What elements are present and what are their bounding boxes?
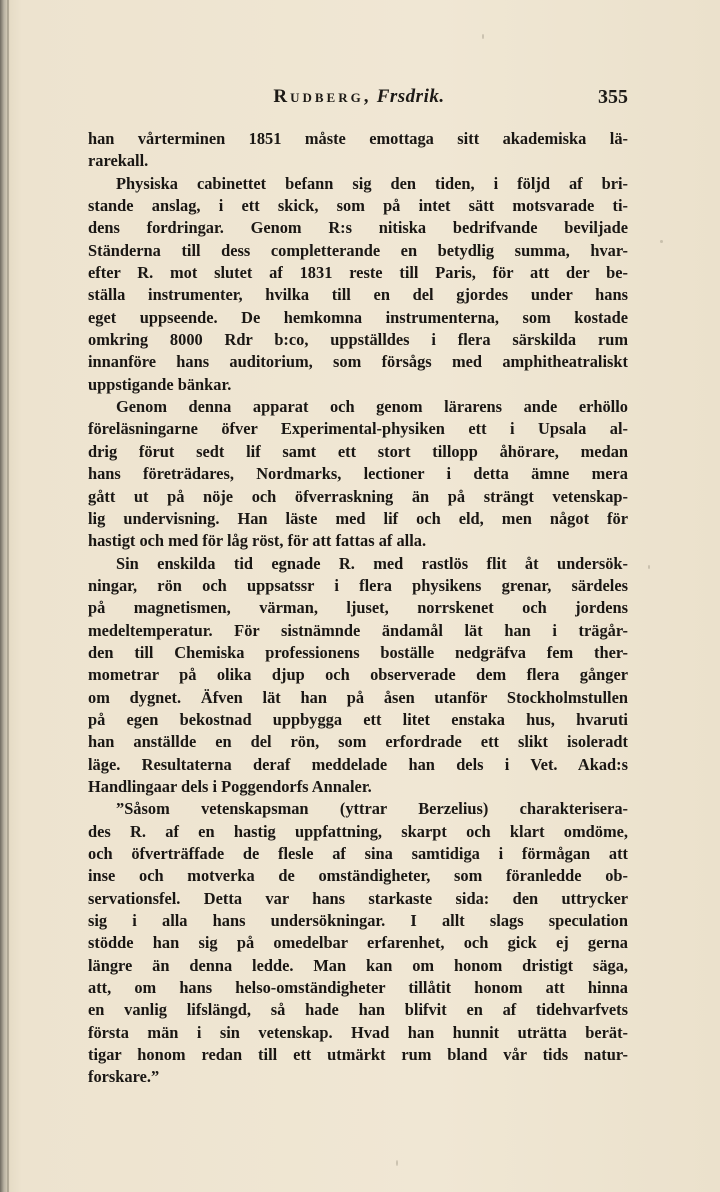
header-title — [90, 86, 628, 108]
page-number: 355 — [598, 86, 628, 108]
paper-speck — [396, 1160, 398, 1166]
text-line: på egen bekostnad uppbygga ett litet enstaka hus, hvaruti — [88, 709, 628, 729]
text-line: ”Såsom vetenskapsman (yttrar Berzelius) charakterisera- — [116, 799, 628, 819]
text-line: Ständerna till dess completterande en betydlig summa, hvar- — [88, 240, 628, 260]
text-line: sig i alla hans undersökningar. I allt slags speculation — [88, 911, 628, 931]
body-text — [88, 128, 628, 1089]
text-line: en vanlig lifslängd, så hade han blifvit en af tidehvarfvets — [88, 1000, 628, 1020]
text-line: han anställde en del rön, som erfordrade ett slikt isoleradt — [88, 732, 628, 752]
text-line: des R. af en hastig uppfattning, skarpt och klart omdöme, — [88, 821, 628, 841]
text-line: ningar, rön och uppsatssr i flera physikens grenar, särdeles — [88, 575, 628, 595]
text-line: servationsfel. Detta var hans starkaste sida: den uttrycker — [88, 888, 628, 908]
text-line: första män i sin vetenskap. Hvad han hunnit uträtta berät- — [88, 1022, 628, 1042]
paragraph — [88, 798, 628, 1088]
text-line: ställa instrumenter, hvilka till en del gjordes under hans — [88, 285, 628, 305]
text-line: omkring 8000 Rdr b:co, uppställdes i flera särskilda rum — [88, 330, 628, 350]
text-line: mometrar på olika djup och observerade dem flera gånger — [88, 665, 628, 685]
text-line: Handlingaar dels i Poggendorfs Annaler. — [88, 776, 372, 796]
text-line: medeltemperatur. För sistnämnde ändamål lät han i trägår- — [88, 620, 628, 640]
page-spine-shadow — [7, 0, 9, 1192]
text-line: föreläsningarne öfver Experimental-physiken ett i Upsala al- — [88, 419, 628, 439]
text-line: rarekall. — [88, 151, 149, 171]
text-line: dens fordringar. Genom R:s nitiska bedrifvande beviljade — [88, 218, 628, 238]
text-line: tigar honom redan till ett utmärkt rum bland vår tids natur- — [88, 1045, 628, 1065]
text-line: Sin enskilda tid egnade R. med rastlös flit åt undersök- — [116, 553, 628, 573]
text-line: han vårterminen 1851 måste emottaga sitt akademiska lä- — [88, 129, 628, 148]
paragraph — [88, 553, 628, 799]
paragraph — [88, 396, 628, 552]
header-given-name: Frsdrik. — [376, 86, 445, 107]
text-line: den till Chemiska professionens boställe nedgräfva fem ther- — [88, 642, 628, 662]
text-line: och öfverträffade de flesle af sina samtidiga i förmågan att — [88, 844, 628, 863]
paragraph — [88, 128, 628, 173]
text-line: stande anslag, i ett skick, som på intet sätt motsvarade ti- — [88, 196, 628, 216]
text-line: att, om hans helso-omständigheter tillåtit honom att hinna — [88, 978, 628, 998]
text-line: Genom denna apparat och genom lärarens ande erhöllo — [116, 397, 628, 417]
text-line: stödde han sig på omedelbar erfarenhet, och gick ej gerna — [88, 933, 628, 953]
paper-speck — [660, 240, 663, 243]
text-line: om dygnet. Äfven lät han på åsen utanför Stockholmstullen — [88, 687, 628, 707]
text-line: lig undervisning. Han läste med lif och eld, men något för — [88, 508, 628, 528]
text-line: forskare.” — [88, 1067, 160, 1087]
text-line: drig förut sedt lif samt ett stort tillopp åhörare, medan — [88, 441, 628, 461]
header-surname: Rudberg, — [273, 86, 372, 107]
text-line: läge. Resultaterna deraf meddelade han dels i Vet. Akad:s — [88, 754, 628, 774]
text-line: längre än denna ledde. Man kan om honom dristigt säga, — [88, 955, 628, 975]
text-line: på magnetismen, värman, ljuset, norrskenet och jordens — [88, 598, 628, 618]
paper-speck — [648, 565, 650, 569]
text-line: uppstigande bänkar. — [88, 374, 232, 394]
text-line: hans företrädares, Nordmarks, lectioner i detta ämne mera — [88, 464, 628, 484]
paper-speck — [482, 34, 484, 39]
text-line: hastigt och med för låg röst, för att fattas af alla. — [88, 531, 427, 551]
text-line: innanföre hans auditorium, som försågs med amphitheatraliskt — [88, 352, 628, 372]
text-line: Physiska cabinettet befann sig den tiden, i följd af bri- — [116, 173, 628, 193]
text-line: inse och motverka de omständigheter, som föranledde ob- — [88, 866, 628, 886]
text-line: efter R. mot slutet af 1831 reste till Paris, för att der be- — [88, 263, 628, 283]
paragraph — [88, 173, 628, 396]
text-line: eget uppseende. De hemkomna instrumenterna, som kostade — [88, 307, 628, 327]
running-header — [90, 86, 628, 116]
text-line: gått ut på nöje och öfverraskning än på strängt vetenskap- — [88, 486, 628, 506]
